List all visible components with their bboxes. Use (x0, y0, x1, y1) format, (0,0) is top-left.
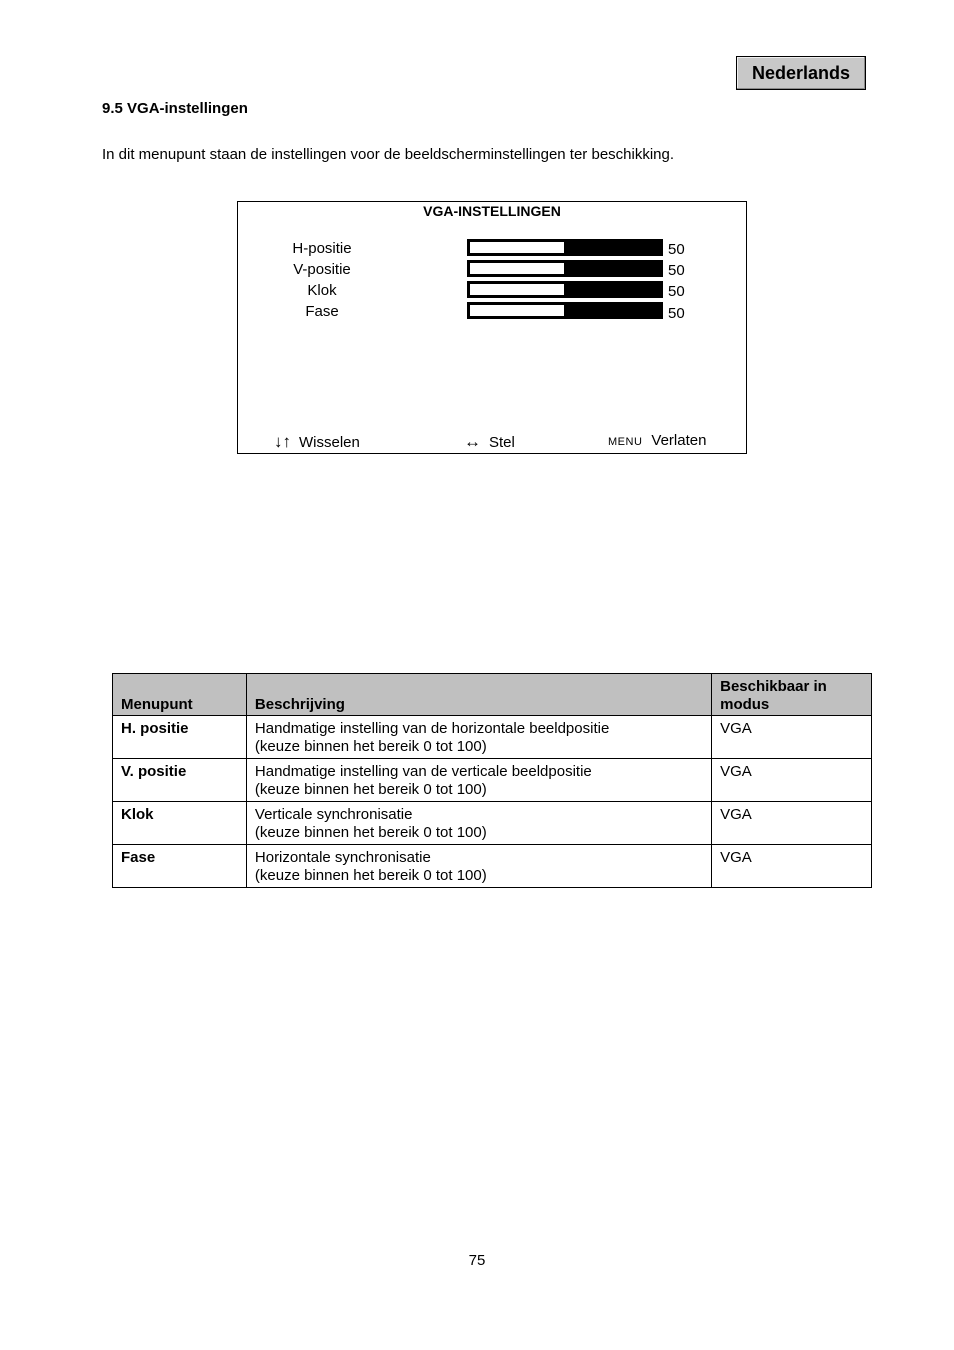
osd-footer-adjust-label: Stel (489, 434, 515, 451)
header-beschrijving: Beschrijving (246, 674, 711, 716)
osd-value-clock: 50 (668, 283, 685, 300)
header-beschikbaar: Beschikbaar in modus (712, 674, 872, 716)
table-header-row (113, 674, 872, 716)
vga-settings-osd (237, 201, 747, 454)
osd-footer-navigate-label: Wisselen (299, 434, 360, 451)
osd-slider-v-position[interactable] (467, 260, 663, 277)
table-row (113, 759, 872, 802)
section-heading: 9.5 VGA-instellingen (102, 100, 248, 117)
osd-label-v-position: V-positie (293, 261, 351, 278)
page-number: 75 (468, 1252, 486, 1269)
table-row (113, 716, 872, 759)
osd-title: VGA-INSTELLINGEN (423, 203, 561, 219)
up-down-arrows-icon: ↓↑ (274, 432, 291, 451)
menu-key-label: MENU (608, 436, 643, 448)
description-line: Handmatige instelling van de horizontale beeldpositie (254, 720, 610, 737)
osd-slider-phase[interactable] (467, 302, 663, 319)
row-name: Fase (113, 845, 247, 888)
osd-slider-h-position[interactable] (467, 239, 663, 256)
description-line: (keuze binnen het bereik 0 tot 100) (254, 738, 487, 755)
description-line: (keuze binnen het bereik 0 tot 100) (254, 781, 487, 798)
row-mode: VGA (712, 845, 872, 888)
row-description (246, 845, 711, 888)
intro-paragraph: In dit menupunt staan de instellingen voor de beeldscherminstellingen ter beschikking. (102, 146, 675, 163)
osd-value-v-position: 50 (668, 262, 685, 279)
table-row (113, 802, 872, 845)
osd-slider-fill (469, 304, 565, 317)
left-right-arrow-icon: ↔ (464, 432, 481, 451)
osd-slider-fill (469, 283, 565, 296)
osd-footer-exit (608, 432, 706, 449)
osd-label-phase: Fase (305, 303, 339, 320)
settings-reference-table (112, 673, 872, 888)
row-name: V. positie (113, 759, 247, 802)
description-line: (keuze binnen het bereik 0 tot 100) (254, 867, 487, 884)
row-mode: VGA (712, 759, 872, 802)
description-line: Horizontale synchronisatie (254, 849, 431, 866)
header-menupunt: Menupunt (113, 674, 247, 716)
row-description (246, 716, 711, 759)
table-row (113, 845, 872, 888)
row-name: Klok (113, 802, 247, 845)
osd-slider-clock[interactable] (467, 281, 663, 298)
osd-footer-navigate (274, 432, 360, 452)
row-description (246, 802, 711, 845)
row-name: H. positie (113, 716, 247, 759)
osd-footer-exit-label: Verlaten (651, 432, 707, 449)
row-description (246, 759, 711, 802)
description-line: Verticale synchronisatie (254, 806, 413, 823)
osd-label-clock: Klok (307, 282, 337, 299)
row-mode: VGA (712, 716, 872, 759)
osd-slider-fill (469, 241, 565, 254)
osd-value-phase: 50 (668, 305, 685, 322)
description-line: Handmatige instelling van de verticale beeldpositie (254, 763, 592, 780)
language-badge: Nederlands (736, 56, 866, 90)
osd-slider-fill (469, 262, 565, 275)
description-line: (keuze binnen het bereik 0 tot 100) (254, 824, 487, 841)
osd-label-h-position: H-positie (292, 240, 352, 257)
row-mode: VGA (712, 802, 872, 845)
osd-value-h-position: 50 (668, 241, 685, 258)
osd-footer-adjust (464, 432, 515, 452)
